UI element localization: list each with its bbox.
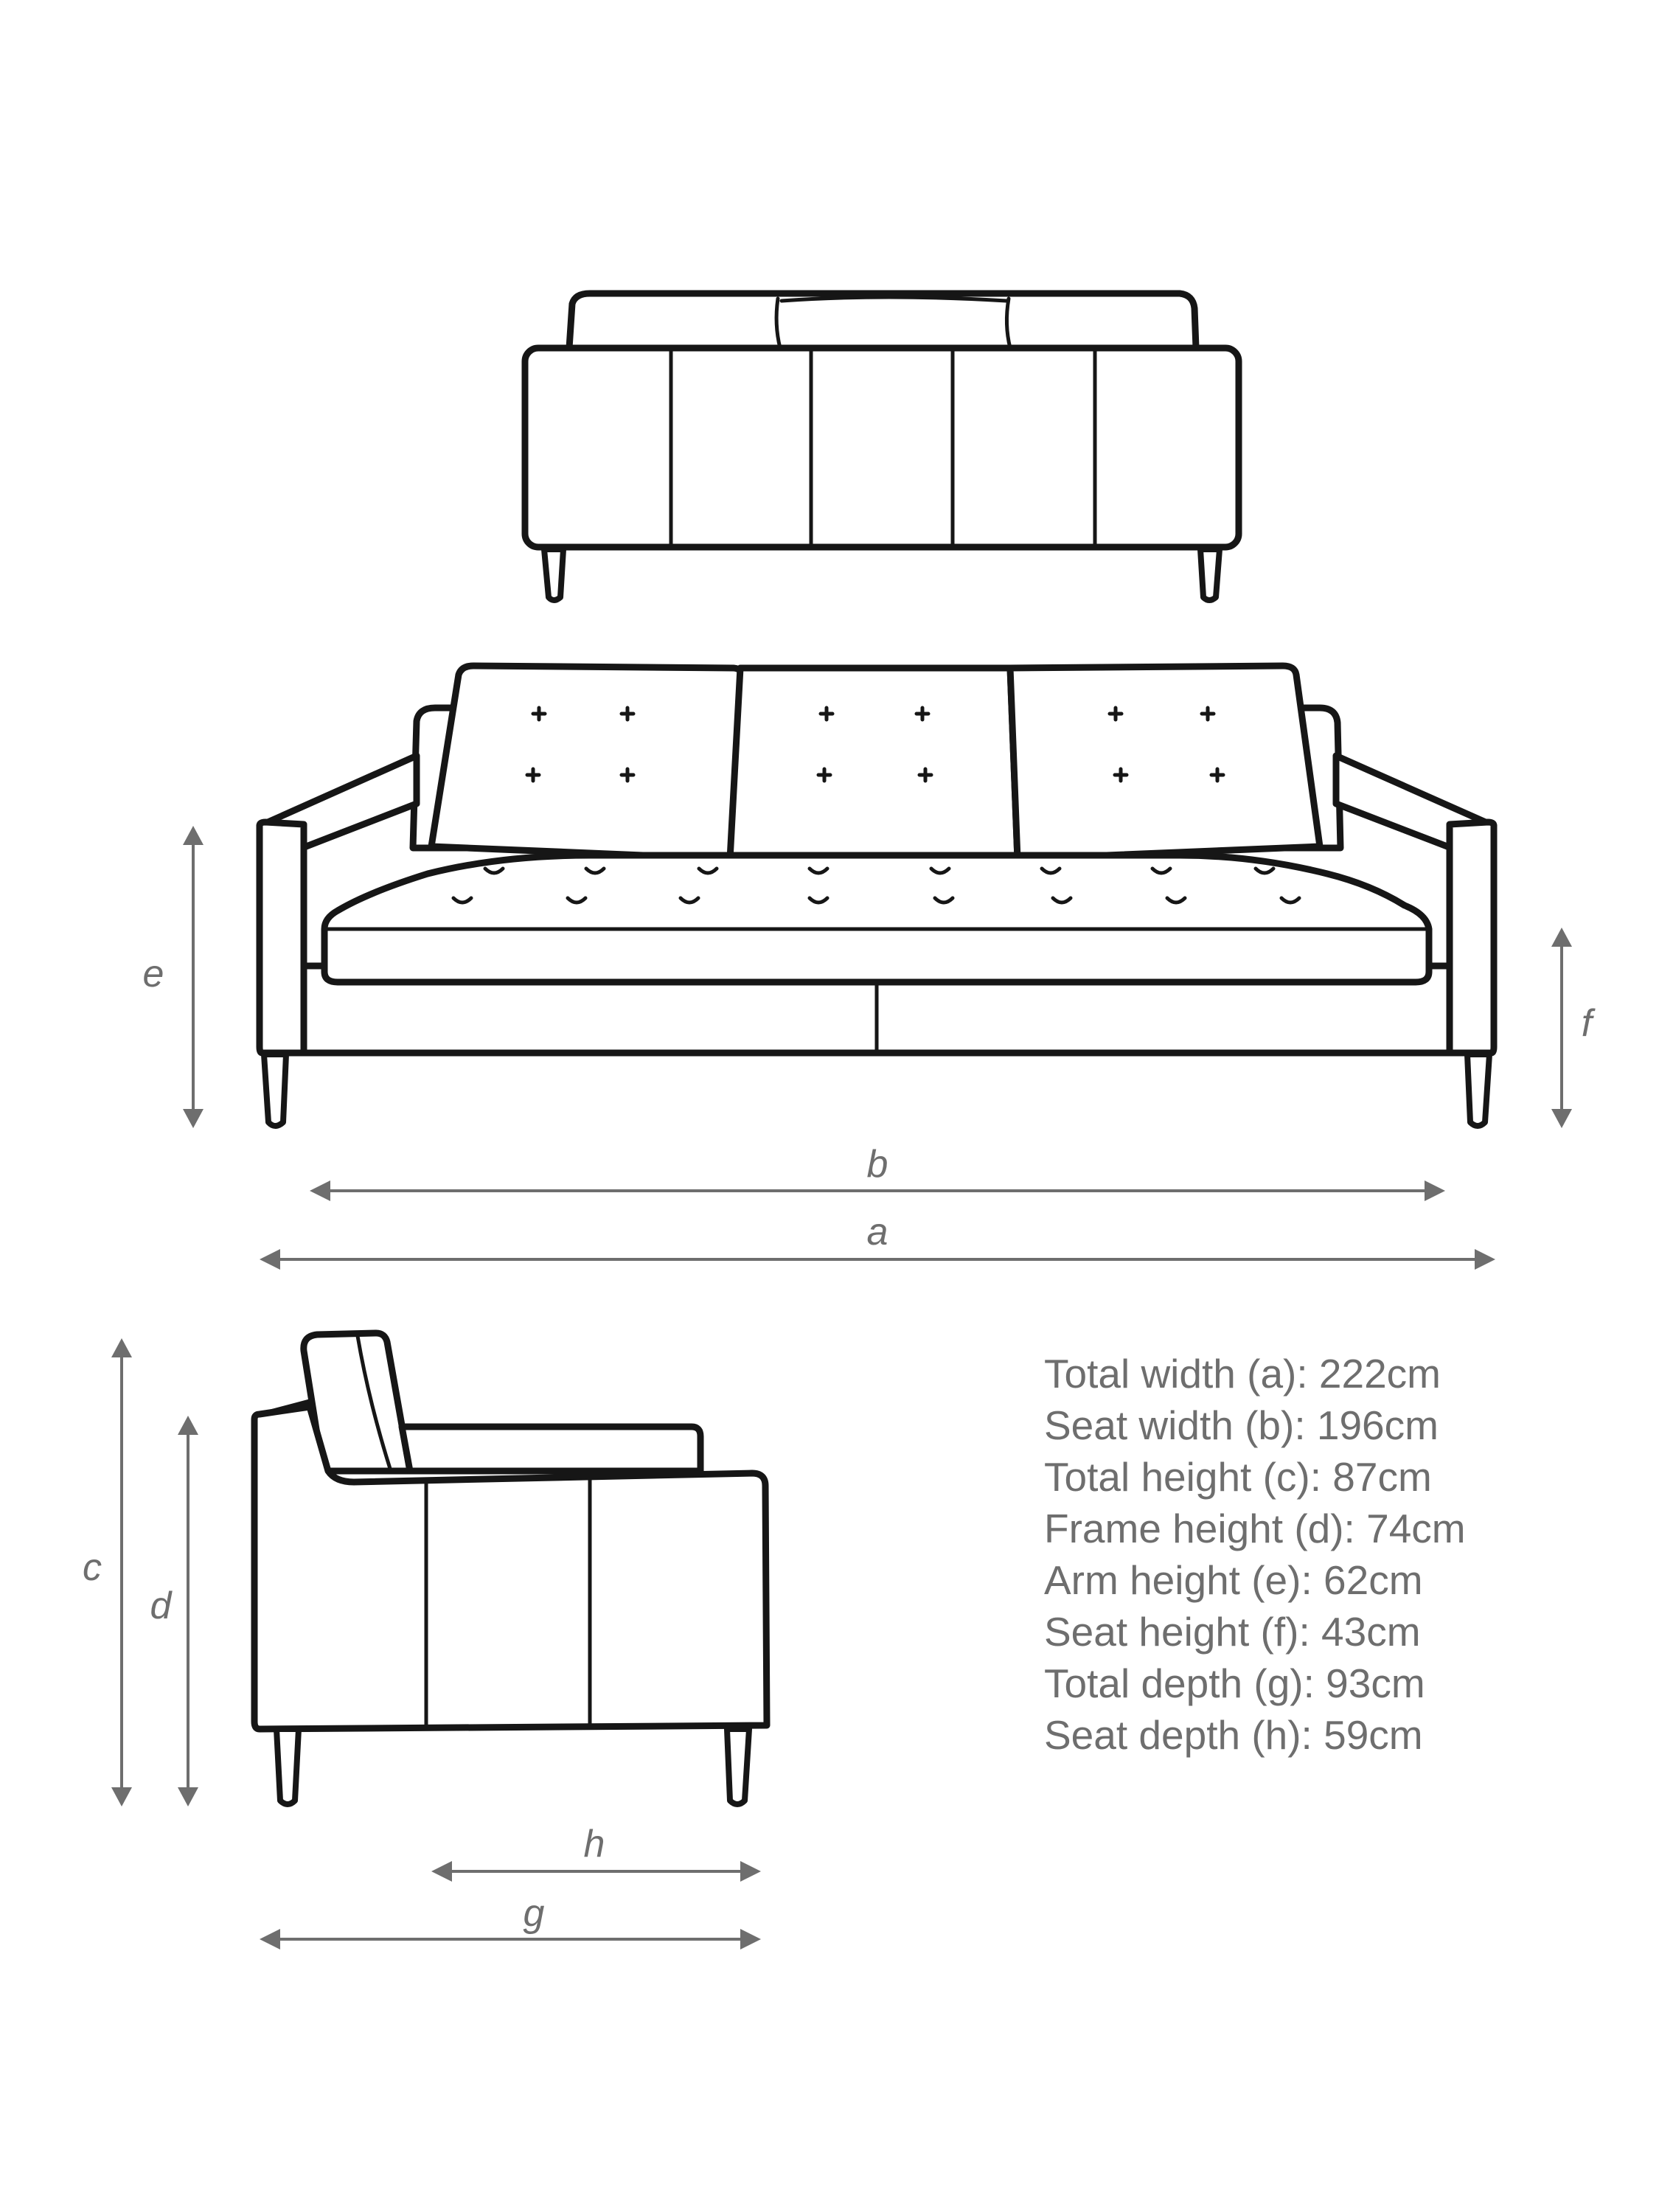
sofa-back-view [525, 293, 1239, 600]
back-view-leg-left [544, 549, 563, 600]
dimension-label-b: b [866, 1143, 888, 1186]
front-view-leg-right [1467, 1054, 1489, 1126]
spec-frame-height: Frame height (d): 74cm [1044, 1506, 1466, 1551]
dimension-label-f: f [1581, 1002, 1593, 1045]
spec-seat-depth: Seat depth (h): 59cm [1044, 1712, 1423, 1758]
front-view-left-arm-front [260, 822, 304, 1053]
spec-total-depth: Total depth (g): 93cm [1044, 1660, 1425, 1706]
dimension-label-e: e [142, 953, 164, 995]
side-view-leg-right [727, 1729, 749, 1804]
back-view-leg-right [1200, 549, 1220, 600]
dimension-label-c: c [83, 1546, 102, 1589]
back-view-body [525, 348, 1239, 547]
front-view-right-arm-front [1450, 822, 1494, 1053]
dimension-g-arrow [260, 1929, 761, 1950]
specification-list [1044, 1351, 1466, 1758]
dimension-label-d: d [150, 1585, 172, 1627]
dimension-label-g: g [523, 1892, 545, 1935]
sofa-side-view [254, 1333, 767, 1804]
spec-total-width: Total width (a): 222cm [1044, 1351, 1441, 1397]
dimension-label-h: h [583, 1823, 605, 1865]
spec-seat-height: Seat height (f): 43cm [1044, 1609, 1421, 1655]
dimension-c-arrow [111, 1338, 132, 1806]
dimension-label-a: a [866, 1211, 888, 1253]
front-view-leg-left [264, 1054, 286, 1126]
front-view-back-cushion-left [431, 666, 742, 859]
sofa-front-view [260, 666, 1494, 1126]
front-view-back-cushion-right [1010, 666, 1320, 859]
front-view-back-cushion-middle [730, 668, 1018, 859]
dimension-e-arrow [183, 826, 204, 1128]
spec-seat-width: Seat width (b): 196cm [1044, 1402, 1439, 1448]
dimension-d-arrow [178, 1416, 198, 1806]
spec-arm-height: Arm height (e): 62cm [1044, 1557, 1423, 1603]
dimension-f-arrow [1551, 928, 1572, 1128]
back-view-top-cushion [569, 293, 1196, 348]
side-view-leg-left [276, 1729, 299, 1804]
side-view-arm [402, 1427, 700, 1471]
spec-total-height: Total height (c): 87cm [1044, 1454, 1432, 1500]
